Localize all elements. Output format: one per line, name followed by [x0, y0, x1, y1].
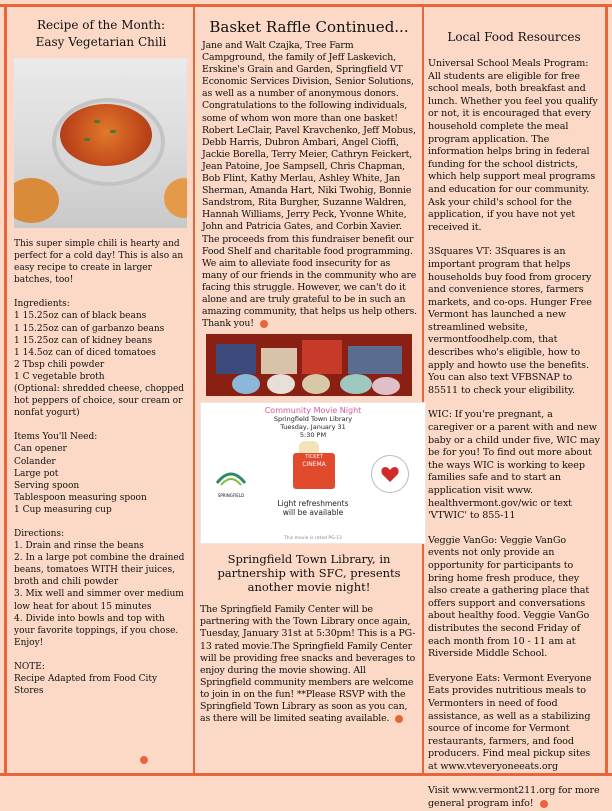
column-divider-right [422, 4, 424, 776]
ingredients-list [14, 310, 188, 419]
vermont211-text: Visit www.vermont211.org for more general program info! [428, 785, 600, 810]
school-meals-paragraph: Universal School Meals Program: All students are eligible for free school meals, both breakfast and lunch. Whether you feel you qualify or not, it is encouraged that every household complete the meal program application. The information helps bring in federal funding for the school districts, which help support meal programs and education for our community. Ask your child's school for the application, if you have not yet received it. [428, 58, 598, 233]
poster-venue: Springfield Town Library [273, 415, 353, 424]
poster-rating: This movie is rated PG-13 [284, 536, 342, 542]
list-item: 1 15.25oz can of kidney beans [14, 335, 153, 346]
herb-garnish [84, 138, 90, 141]
raffle-column [200, 18, 418, 725]
list-item: 1 C vegetable broth [14, 371, 105, 382]
list-item: Serving spoon [14, 480, 80, 491]
directions-list [14, 540, 188, 649]
poster-refreshments-line1: Light refreshments [277, 499, 349, 509]
directions-label: Directions: [14, 528, 65, 539]
raffle-donors: Jane and Walt Czajka, Tree Farm Campground, the family of Jeff Laskevich, Erskine's Grain and Garden, Springfield VT Economic Services Division, Senior Solutions, as well as a number of anonymous donors. [202, 40, 414, 100]
list-item: Large pot [14, 468, 59, 479]
page-border-left [4, 4, 7, 776]
poster-date: Tuesday, January 31 [280, 423, 346, 432]
recipe-title: Easy Vegetarian Chili [35, 35, 167, 49]
herb-garnish [94, 120, 100, 123]
raffle-winners: Congratulations to the following individuals, some of whom won more than one basket! Robert LeClair, Pavel Kravchenko, Jeff Mobus, Debb Harris, Dubron Ambari, Angel Cioffi, Jackie Borella, Terry Meier, Cathryn Feickert, Jean Patoine, Joe Sampsell, Chris Chapman, Bob Flint, Kathy Merlau, Ashley White, Jan Sherman, Amanda Hart, Niki Twohig, Bonnie Sandstrom, Rita Burgher, Suzanne Waldren, Hannah Williams, Jerry Peck, Yvonne White, John and Patricia Gates, and Corbin Xavier. [202, 100, 416, 233]
poster-title: Community Movie Night [264, 406, 362, 416]
bullet-dot [260, 320, 268, 328]
page-border-right [605, 4, 608, 776]
heart-icon [372, 456, 408, 492]
list-item: 1 15.25oz can of garbanzo beans [14, 323, 165, 334]
list-item: 4. Divide into bowls and top with your favorite toppings, if you chose. Enjoy! [14, 613, 179, 648]
poster-refreshments-line2: will be available [282, 508, 344, 518]
raffle-heading: Basket Raffle Continued... [209, 18, 409, 36]
list-item: 3. Mix well and simmer over medium low heat for about 15 minutes [14, 589, 184, 612]
list-item: 1 Cup measuring cup [14, 504, 112, 515]
springfield-logo-icon [213, 463, 249, 497]
movie-night-poster [200, 402, 426, 544]
resources-heading: Local Food Resources [447, 30, 581, 44]
movie-body-text: The Springfield Family Center will be partnering with the Town Library once again, Tuesday, January 31st at 5:30pm! This is a PG-13 rated movie.The Springfield Family Center will be providing free snacks and beverages to enjoy during the movie showing. All Springfield community members are welcome to join in on the fun! **Please RSVP with the Springfield Town Library as soon as you can, as there will be limited seating available. [200, 604, 416, 725]
list-item: Can opener [14, 444, 67, 455]
bullet-dot [395, 715, 403, 723]
ingredients-label: Ingredients: [14, 299, 70, 310]
everyone-eats-paragraph: Everyone Eats: Vermont Everyone Eats provides nutritious meals to Vermonters in need of food assistance, as well as a stabilizing source of income for Vermont restaurants, farmers, and food producers. Find meal pickup sites at www.vteveryoneeats.org [428, 672, 592, 772]
herb-garnish [110, 130, 116, 133]
list-item: 1 14.5oz can of diced tomatoes [14, 347, 156, 358]
recipe-intro: This super simple chili is hearty and perfect for a cold day! This is also an easy recipe to create in larger batches, too! [14, 239, 184, 286]
sfc-heart-logo [371, 455, 409, 493]
raffle-text [200, 40, 418, 330]
veggie-vango-paragraph: Veggie VanGo: Veggie VanGo events not only provide an opportunity for participants to bring home fresh produce, they also create a gathering place that offers support and conversations about healthy food. Veggie VanGo distributes the second Friday of each month from 10 - 11 am at Riverside Middle School. [428, 534, 590, 660]
3squares-paragraph: 3Squares VT: 3Squares is an important program that helps households buy food from grocery and convenience stores, farmers markets, and co-ops. Hunger Free Vermont has launched a new streamlined website, vermontfoodhelp.com, that describes who's eligible, how to apply and howto use the benefits. You can also text VFBSNAP to 85511 to check your eligibility. [428, 246, 592, 396]
bullet-dot [540, 800, 548, 808]
movie-heading: Springfield Town Library, in partnership with SFC, presents another movie night! [217, 552, 401, 595]
items-list [14, 443, 188, 516]
springfield-logo [213, 463, 249, 497]
resources-column [428, 18, 600, 811]
column-divider-left [193, 4, 195, 776]
list-item: 2. In a large pot combine the drained beans, tomatoes WITH their juices, broth and chili powder [14, 553, 185, 588]
list-item: 1 15.25oz can of black beans [14, 311, 147, 322]
ticket-icon [293, 453, 335, 489]
pumpkin-shape [14, 178, 59, 223]
bullet-dot [140, 756, 148, 764]
poster-refreshments [201, 499, 425, 517]
raffle-thanks [202, 234, 418, 331]
list-item: 1. Drain and rinse the beans [14, 541, 144, 552]
vermont211-paragraph [428, 785, 600, 810]
ticket-label-main: CINEMA [302, 461, 326, 469]
raffle-basket-photo [206, 334, 412, 396]
soup-shape [60, 104, 152, 166]
squash-shape [164, 178, 187, 218]
list-item: 2 Tbsp chili powder [14, 359, 105, 370]
list-item: (Optional: shredded cheese, chopped hot peppers of choice, sour cream or nonfat yogurt) [14, 384, 185, 419]
chili-photo [14, 58, 187, 228]
list-item: Tablespoon measuring spoon [14, 492, 147, 503]
movie-body [200, 604, 418, 725]
raffle-thanks-text: The proceeds from this fundraiser benefit our Food Shelf and charitable food programming. We aim to alleviate food insecurity for as many of our friends in the community who are facing this struggle. However, we can't do it alone and are truly grateful to be in such an amazing community, that helps us help others. Thank you! [202, 233, 417, 330]
poster-time: 5:30 PM [299, 431, 327, 440]
list-item: Colander [14, 456, 56, 467]
ticket-label-top: TICKET [305, 454, 323, 461]
raffle-basket-illustration [206, 334, 412, 396]
wic-paragraph: WIC: If you're pregnant, a caregiver or a parent with and new baby or a child under five, WIC may be for you! To find out more about the ways WIC is working to keep families safe and to start an application visit www. healthvermont.gov/wic or text 'VTWIC' to 855-11 [428, 409, 600, 522]
note-label: NOTE: [14, 661, 45, 672]
recipe-column [14, 18, 188, 697]
springfield-logo-text: SPRINGFIELD [217, 493, 245, 499]
note-text: Recipe Adapted from Food City Stores [14, 674, 158, 697]
page-border-top [0, 4, 612, 7]
recipe-heading: Recipe of the Month: [36, 18, 166, 32]
items-label: Items You'll Need: [14, 432, 98, 443]
